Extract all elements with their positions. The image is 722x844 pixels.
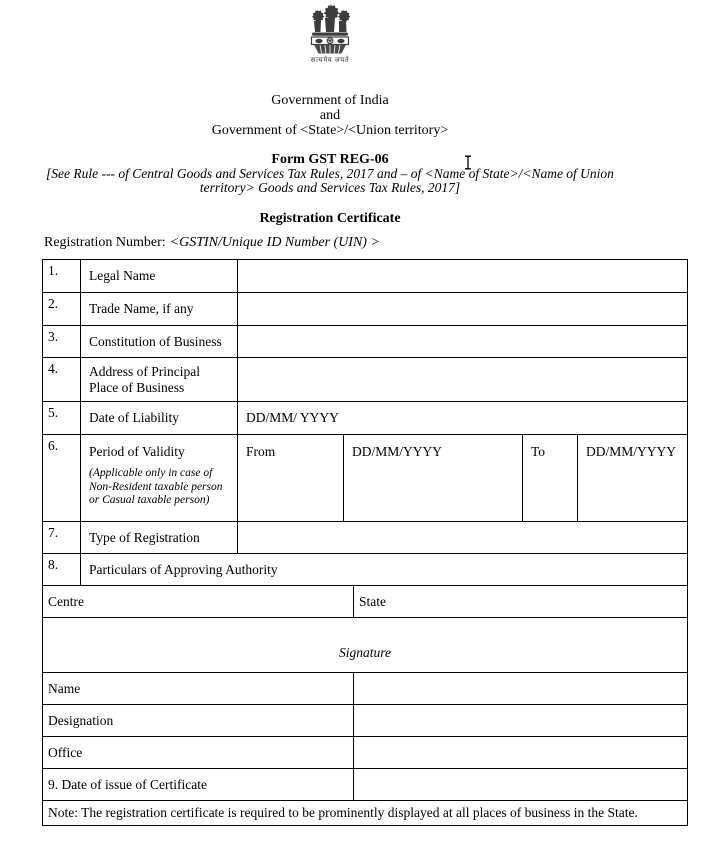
registration-number-label: Registration Number: [44,235,166,250]
office-value-cell [354,737,687,768]
table-row-trade-name [43,293,687,326]
table-row-constitution [43,326,687,358]
form-title: Form GST REG-06 [271,152,389,167]
name-value-cell [354,673,687,704]
row-number: 2. [43,293,81,325]
approving-authority-label: Particulars of Approving Authority [89,561,278,577]
constitution-value-cell [238,326,687,357]
address-value-cell [238,358,687,401]
office-label-cell: Office [43,737,354,768]
table-row-note [43,801,687,825]
table-row-designation [43,705,687,737]
name-label-cell: Name [43,673,354,704]
display-note: Note: The registration certificate is required to be prominently displayed at all places of business in the State. [48,805,638,820]
row-label: Legal Name [81,260,238,292]
table-row-legal-name [43,260,687,293]
emblem-block [0,3,660,64]
signature-cell: Signature [339,645,391,660]
emblem-motto: सत्यमेव जयते [310,56,350,64]
date-of-issue-value-cell [354,769,687,800]
gov-line-state: Government of <State>/<Union territory> [211,123,449,138]
row-number: 1. [43,260,81,292]
row-number: 6. [43,435,81,521]
row-number: 7. [43,522,81,553]
gov-line-india: Government of India [271,93,389,108]
row-label: Address of Principal Place of Business [81,358,238,401]
row-label: Date of Liability [81,402,238,434]
rule-reference-line1: [See Rule --- of Central Goods and Services Tax Rules, 2017 and – of <Name of State>/<Name of Union [46,166,614,181]
to-label-cell: To [523,435,578,521]
row-number: 5. [43,402,81,434]
from-label-cell: From [238,435,344,521]
table-row-address [43,358,687,402]
row-number: 4. [43,358,81,401]
registration-number-value: <GSTIN/Unique ID Number (UIN) > [169,235,380,250]
to-date-value: DD/MM/YYYY [586,444,677,459]
certificate-title: Registration Certificate [259,211,401,226]
designation-value-cell [354,705,687,736]
row-label: Constitution of Business [81,326,238,357]
period-validity-note: (Applicable only in case of Non-Resident taxable person or Casual taxable person) [89,467,223,506]
registration-form-table [42,259,688,826]
table-row-date-of-liability [43,402,687,435]
date-of-liability-value: DD/MM/ YYYY [246,410,339,425]
table-row-signature [43,618,687,673]
date-of-issue-label-cell: 9. Date of issue of Certificate [43,769,354,800]
row-label-group [81,435,238,521]
india-state-emblem-icon [305,3,355,55]
table-row-name [43,673,687,705]
designation-label-cell: Designation [43,705,354,736]
gov-line-and: and [319,108,341,123]
government-heading [0,93,660,138]
row-number: 8. [43,554,81,585]
registration-number-line [44,235,380,251]
legal-name-value-cell [238,260,687,292]
row-label: Trade Name, if any [81,293,238,325]
row-number: 3. [43,326,81,357]
state-cell: State [359,593,386,609]
table-row-approving-authority [43,554,687,586]
from-date-value: DD/MM/YYYY [344,435,523,521]
centre-cell: Centre [43,586,354,617]
text-cursor-icon [463,155,473,170]
rule-reference-line2: territory> Goods and Services Tax Rules, 2017] [199,180,461,195]
trade-name-value-cell [238,293,687,325]
table-row-type-of-registration [43,522,687,554]
type-of-registration-value [238,522,687,553]
table-row-centre-state [43,586,687,618]
row-label: Period of Validity [89,444,185,459]
table-row-period-of-validity [43,435,687,522]
table-row-date-of-issue [43,769,687,801]
table-row-office [43,737,687,769]
row-label: Type of Registration [81,522,238,553]
